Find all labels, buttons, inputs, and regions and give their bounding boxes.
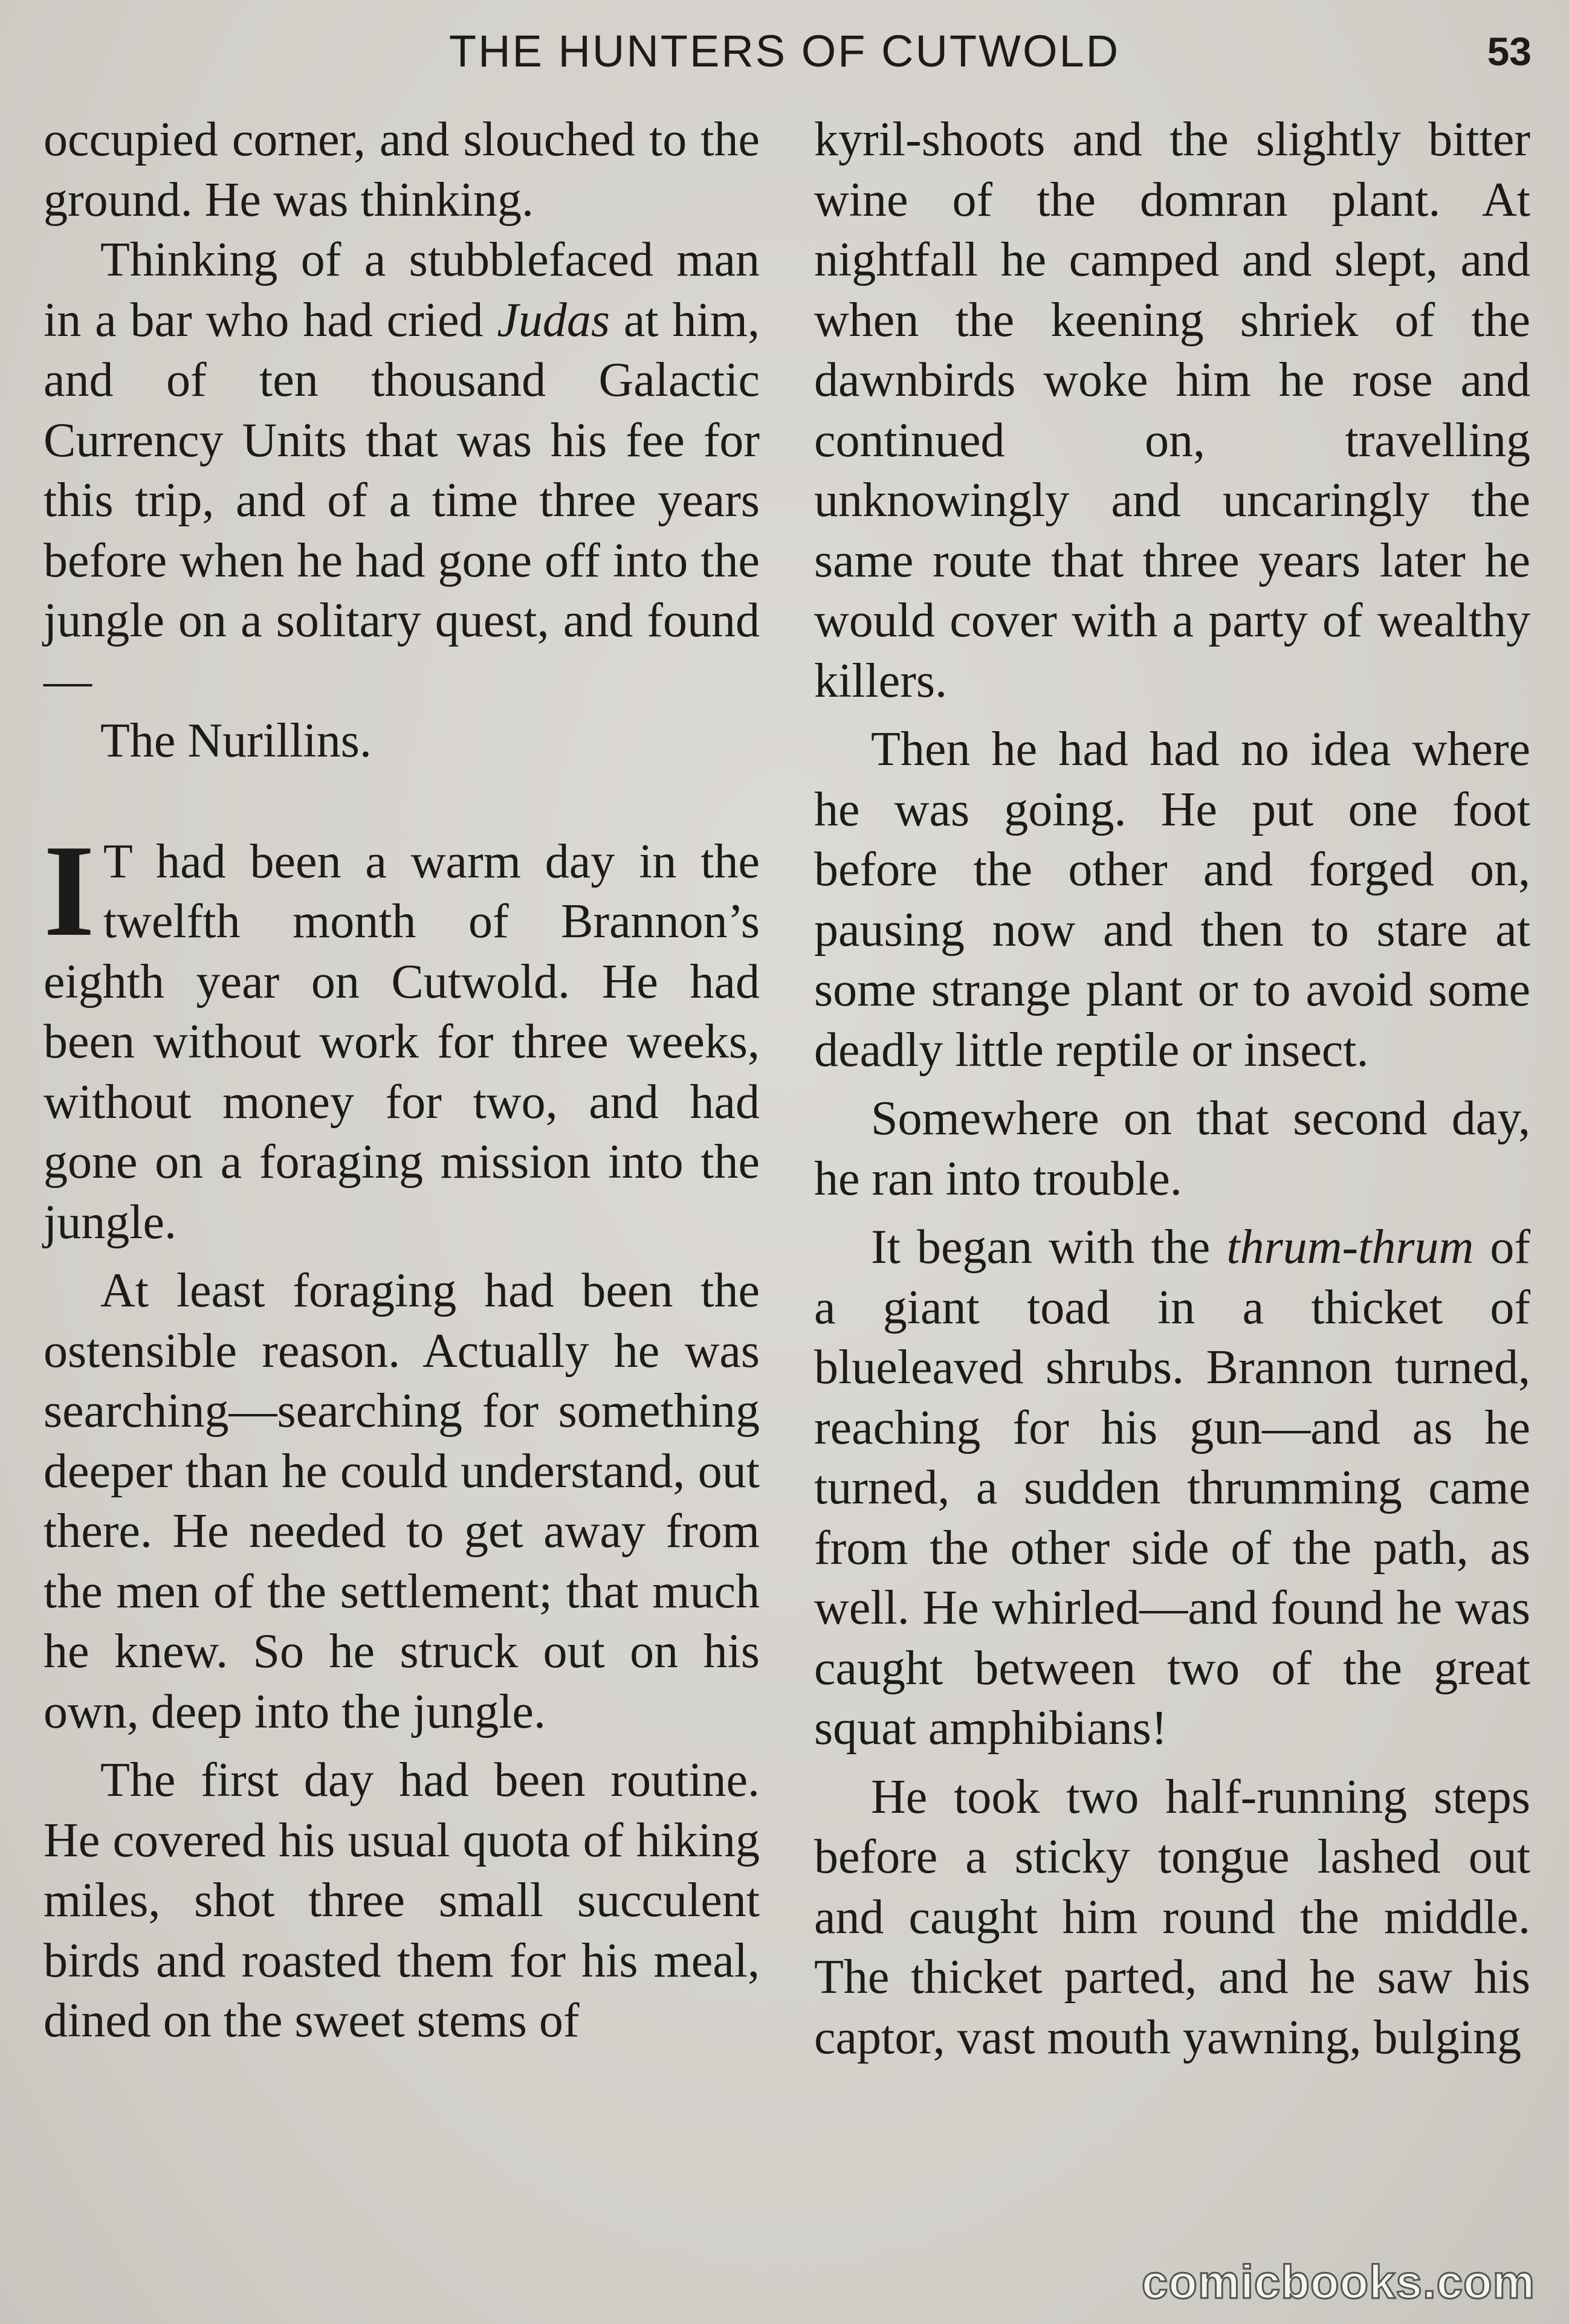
paragraph: The Nurillins. xyxy=(100,714,372,767)
paragraph-text: Thinking of a stubblefaced man in a bar who had cried xyxy=(44,233,760,347)
paragraph: The first day had been routine. He covered his usual quota of hiking miles, shot three small succulent birds and roasted them for his meal, dined on the sweet stems of xyxy=(44,1754,760,2047)
left-text-column xyxy=(44,110,760,2051)
emphasized-text: thrum-thrum xyxy=(1226,1221,1474,1274)
paragraph-text: at him, and of ten thousand Galactic Currency Units that was his fee for this trip, and of a time three years before when he had gone off into the jungle on a solitary quest, and found— xyxy=(44,293,760,708)
paragraph: He took two half-running steps before a sticky tongue lashed out and caught him round the middle. The thicket parted, and he saw his captor, vast mouth yawning, bulging xyxy=(814,1770,1530,2064)
paragraph xyxy=(44,230,760,711)
paragraph: At least foraging had been the ostensible reason. Actually he was searching—searching for something deeper than he could understand, out there. He needed to get away from the men of the settlement; that much he knew. So he struck out on his own, deep into the jungle. xyxy=(44,1264,760,1738)
paragraph xyxy=(814,1218,1530,1759)
paragraph: kyril-shoots and the slightly bitter wine of the domran plant. At nightfall he camped and slept, and when the keening shriek of the dawnbirds woke him he rose and continued on, travelling unknowingly and uncaringly the same route that three years later he would cover with a party of wealthy killers. xyxy=(814,113,1530,708)
right-text-column xyxy=(814,110,1530,2068)
emphasized-text: Judas xyxy=(497,293,610,347)
drop-cap: I xyxy=(44,818,95,964)
page-number: 53 xyxy=(1487,29,1532,74)
section-opening-paragraph xyxy=(44,818,760,1253)
paragraph: Then he had had no idea where he was going. He put one foot before the other and forged on, pausing now and then to stare at some strange plant or to avoid some deadly little reptile or insect. xyxy=(814,723,1530,1077)
paragraph: Somewhere on that second day, he ran into trouble. xyxy=(814,1092,1530,1206)
paragraph-text: of a giant toad in a thicket of blueleaved shrubs. Brannon turned, reaching for his gun—and as he turned, a sudden thrumming came from the other side of the path, as well. He whirled—and found he was caught between two of the great squat amphibians! xyxy=(814,1221,1531,1755)
paragraph: occupied corner, and slouched to the ground. He was thinking. xyxy=(44,113,760,227)
paragraph-text: It began with the xyxy=(871,1221,1227,1274)
paragraph-text: T had been a warm day in the twelfth month of Brannon’s eighth year on Cutwold. He had been without work for three weeks, without money for two, and had gone on a foraging mission into the jungle. xyxy=(44,834,760,1249)
running-header-title: THE HUNTERS OF CUTWOLD xyxy=(448,26,1121,76)
watermark-logo: comicbooks.com xyxy=(1141,2255,1535,2308)
